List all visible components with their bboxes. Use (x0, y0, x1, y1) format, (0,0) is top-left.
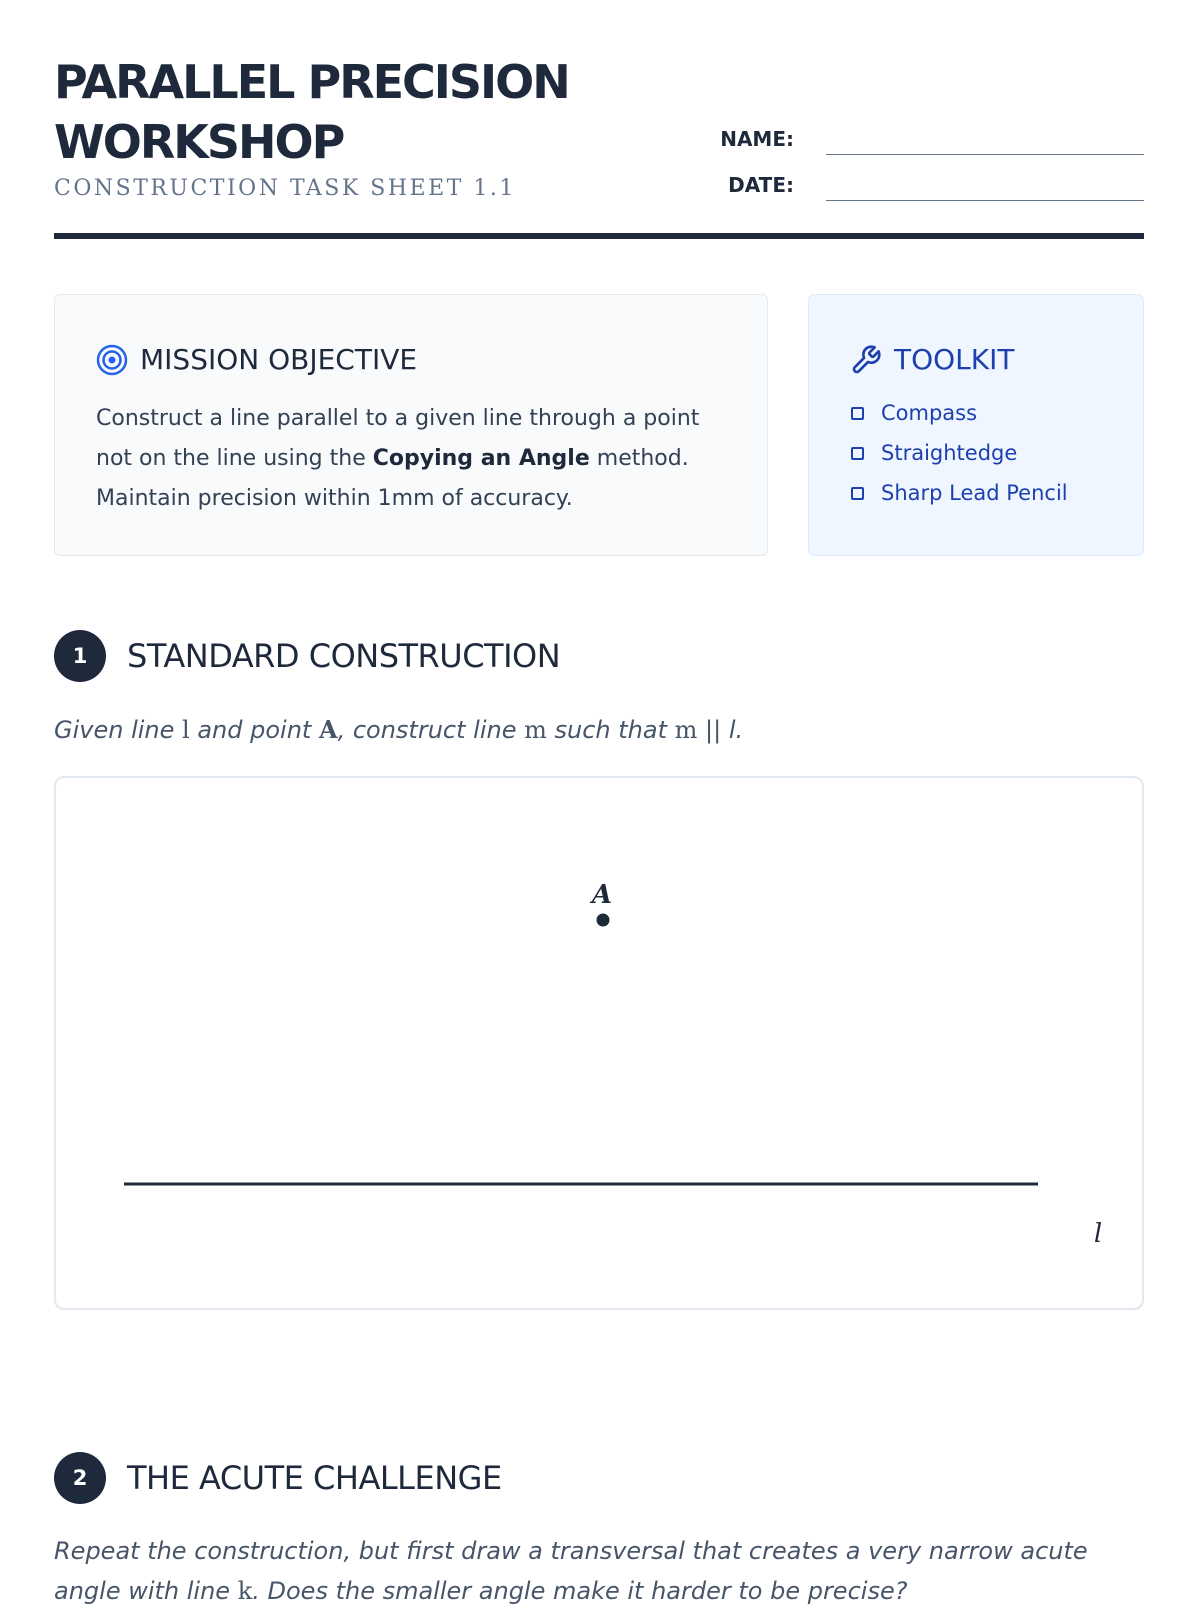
objective-method-name: Copying an Angle (372, 446, 590, 471)
date-label: DATE: (728, 173, 794, 197)
checkbox[interactable] (851, 487, 864, 500)
toolkit-box (808, 294, 1144, 556)
math-variable: m (674, 716, 698, 744)
section-number-badge: 1 (54, 630, 106, 682)
target-icon (96, 344, 128, 376)
checkbox[interactable] (851, 407, 864, 420)
instruction-text: || (697, 716, 729, 744)
instruction-text: Given line (54, 716, 183, 744)
section-2-instructions (54, 1531, 1144, 1611)
toolkit-item-pencil[interactable] (851, 473, 1068, 513)
mission-objective-text (96, 399, 736, 519)
mission-objective-box (54, 294, 768, 556)
date-field[interactable] (826, 200, 1144, 201)
line-label: l (1093, 1219, 1103, 1249)
toolkit-item-straightedge[interactable] (851, 433, 1068, 473)
instruction-text: Repeat the construction, but first draw a transversal that creates a very narrow acute angle with line (54, 1537, 1088, 1605)
point-a (597, 914, 610, 927)
math-variable: m (524, 716, 547, 744)
construction-canvas[interactable] (54, 776, 1144, 1310)
wrench-icon (850, 344, 882, 376)
toolkit-heading: TOOLKIT (894, 343, 1015, 376)
toolkit-list (851, 393, 1068, 513)
section-2-title: THE ACUTE CHALLENGE (127, 1459, 502, 1497)
math-variable: l (182, 716, 190, 744)
page-title: PARALLEL PRECISION WORKSHOP (54, 55, 569, 169)
objective-text-part: method. Maintain precision within 1mm of accuracy. (96, 446, 689, 511)
instruction-text: . (735, 716, 744, 744)
toolkit-header (850, 343, 1015, 376)
section-1-instructions (54, 710, 1144, 750)
section-2-header (54, 1452, 502, 1504)
section-1-header (54, 630, 560, 682)
section-number-badge: 2 (54, 1452, 106, 1504)
toolkit-item-label: Sharp Lead Pencil (881, 481, 1068, 505)
toolkit-item-label: Compass (881, 401, 978, 425)
construction-diagram (56, 778, 1146, 1312)
math-variable: l (728, 716, 736, 744)
mission-objective-heading: MISSION OBJECTIVE (140, 343, 418, 376)
math-variable: k (237, 1577, 253, 1605)
objective-text-part: Construct a line parallel to a given line through a point not on the line using the (96, 406, 700, 471)
name-field[interactable] (826, 154, 1144, 155)
checkbox[interactable] (851, 447, 864, 460)
name-label: NAME: (720, 127, 794, 151)
instruction-text: . Does the smaller angle make it harder to be precise? (252, 1577, 908, 1605)
instruction-text: and point (189, 716, 319, 744)
toolkit-item-label: Straightedge (881, 441, 1018, 465)
math-variable: A (318, 715, 338, 744)
toolkit-item-compass[interactable] (851, 393, 1068, 433)
section-1-title: STANDARD CONSTRUCTION (127, 637, 561, 675)
header-divider (54, 233, 1144, 239)
point-label: A (591, 880, 613, 910)
instruction-text: such that (546, 716, 675, 744)
page-subtitle: CONSTRUCTION TASK SHEET 1.1 (54, 176, 516, 201)
mission-objective-header (96, 343, 417, 376)
instruction-text: , construct line (337, 716, 525, 744)
